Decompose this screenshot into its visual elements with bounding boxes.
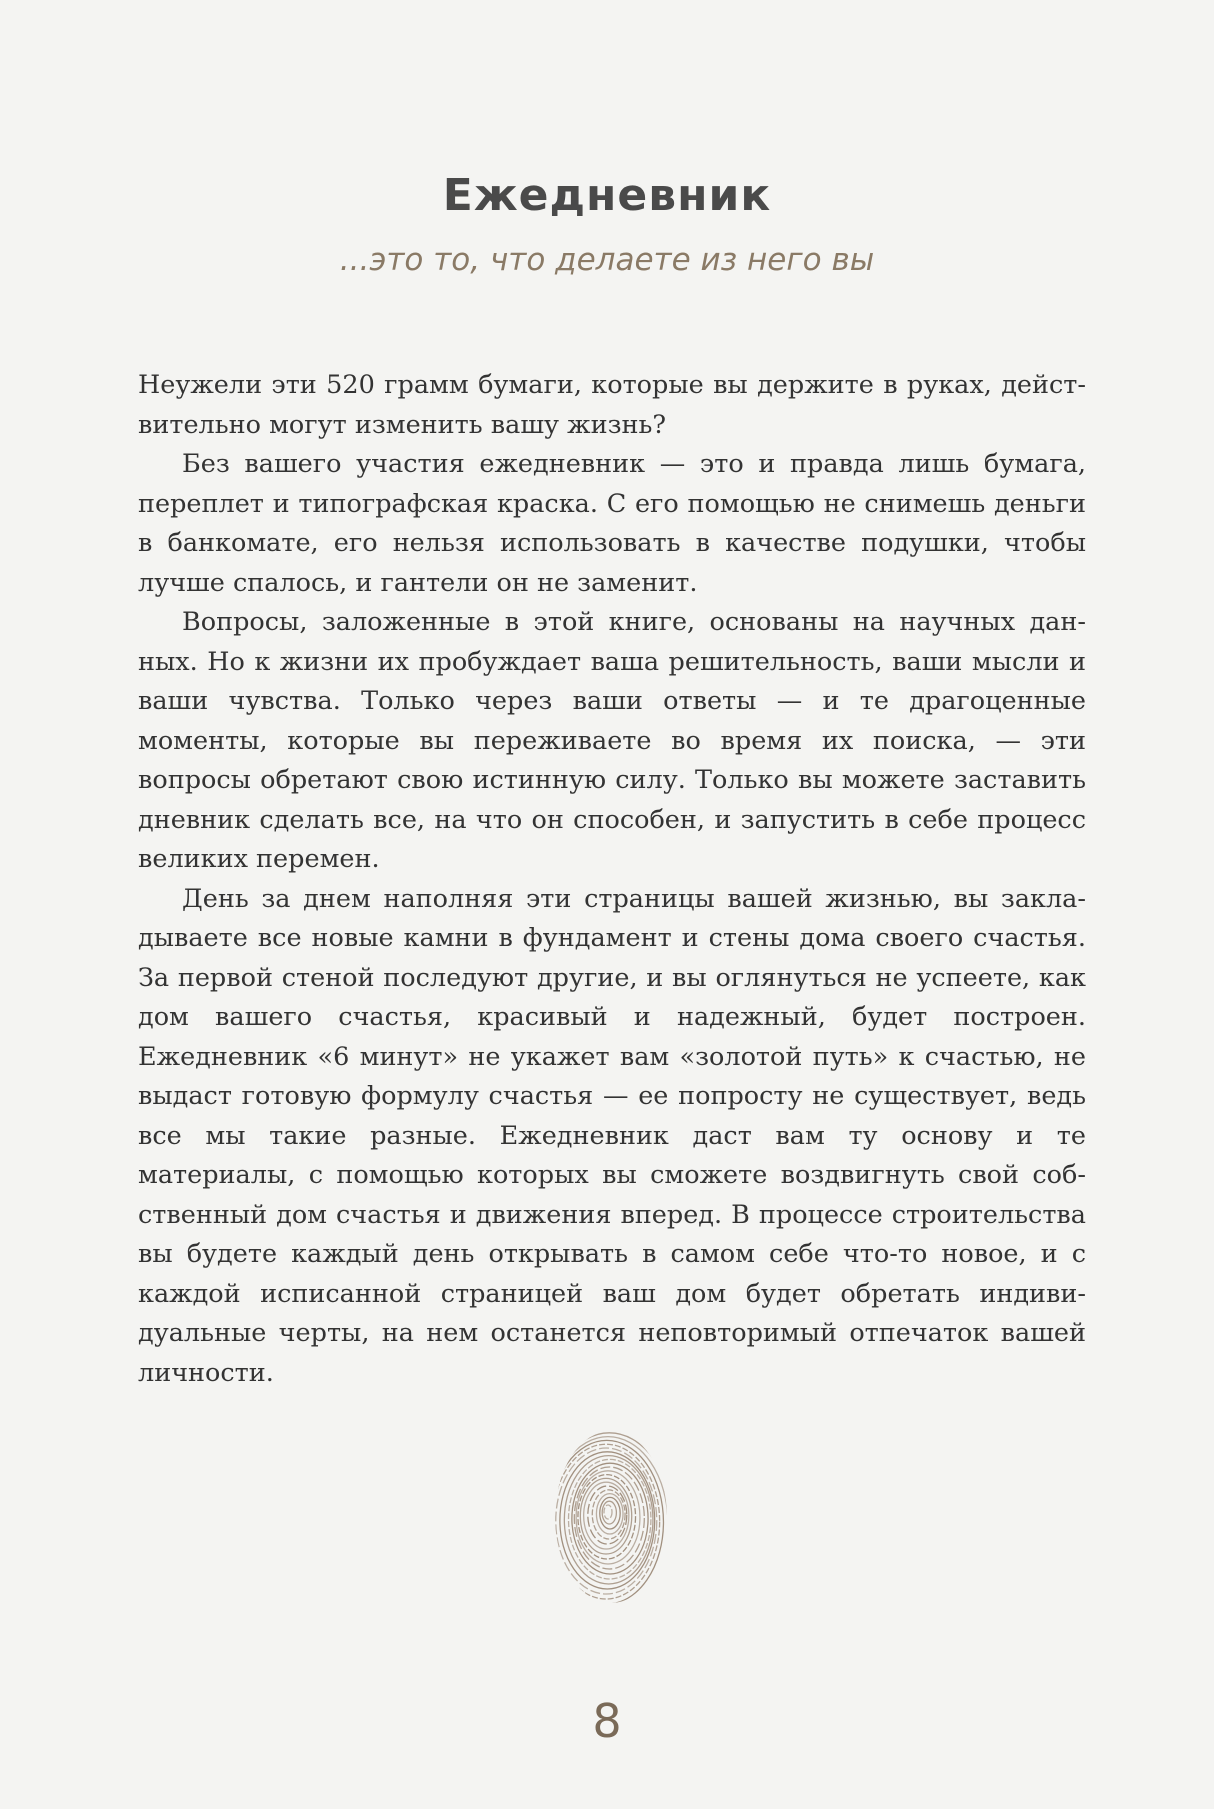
fingerprint-icon bbox=[548, 1424, 674, 1610]
page-number: 8 bbox=[592, 1694, 622, 1748]
page-title: Ежедневник bbox=[442, 170, 772, 221]
paragraph-4: День за днем наполняя эти страницы вашей жизнью, вы закладываете все новые камни в фундамент и стены дома своего счастья. За первой стеной последуют другие, и вы оглянуться не успеете, как дом вашего счастья, красивый и надежный, будет построен. Ежедневник «6 минут» не укажет вам «золотой путь» к счастью, не выдаст готовую формулу счастья — ее попросту не существует, ведь все мы такие разные. Ежедневник даст вам ту основу и те материалы, с помощью которых вы сможете воздвигнуть свой собственный дом счастья и движения вперед. В процессе строительства вы будете каждый день открывать в самом себе что-то новое, и с каждой исписанной страницей ваш дом будет обретать индивидуальные черты, на нем останется неповторимый отпечаток вашей личности. bbox=[138, 883, 1086, 1388]
fingerprint-ridge bbox=[580, 1478, 631, 1554]
fingerprint-ridge bbox=[556, 1448, 657, 1594]
fingerprint-ridge bbox=[548, 1437, 668, 1609]
paragraph-2: Без вашего участия ежедневник — это и правда лишь бумага, переплет и типографская краска. С его помощью не снимешь деньги в банкомате, его нельзя использовать в качестве подушки, чтобы лучше спалось, и гантели он не заменит. bbox=[138, 449, 1086, 598]
page-subtitle: ...это то, что делаете из него вы bbox=[339, 242, 875, 278]
fingerprint-ridge bbox=[588, 1486, 627, 1544]
fingerprint-ridge bbox=[604, 1505, 612, 1519]
paragraph-3: Вопросы, заложенные в этой книге, основаны на научных данных. Но к жизни их пробуждает ваша решительность, ваши мысли и ваши чувства. Только через ваши ответы — и те драгоценные моменты, которые вы переживаете во время их поиска, — эти вопросы обретают свою истинную силу. Только вы можете заставить дневник сделать все, на что он способен, и запустить в себе процесс великих перемен. bbox=[138, 607, 1086, 874]
paragraph-1: Неужели эти 520 грамм бумаги, которые вы держите в руках, действительно могут изменить вашу жизнь? bbox=[138, 370, 1086, 440]
body-text bbox=[138, 366, 1086, 1393]
fingerprint-ridge bbox=[576, 1471, 640, 1564]
